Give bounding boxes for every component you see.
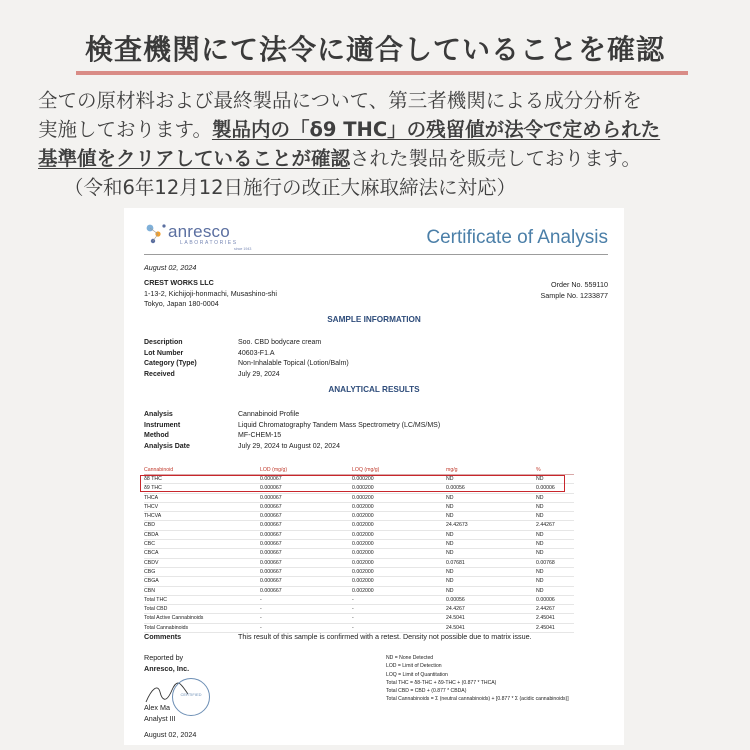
table-cell: 0.002000 <box>352 586 446 595</box>
analytical-key: Method <box>144 432 169 439</box>
table-cell: 0.000667 <box>260 558 352 567</box>
table-cell: ND <box>536 530 574 539</box>
thc-highlight-box <box>140 475 565 492</box>
analytical-value: July 29, 2024 to August 02, 2024 <box>238 442 340 450</box>
order-block <box>540 280 608 301</box>
table-cell: 0.00768 <box>536 558 574 567</box>
analytical-row <box>144 421 440 432</box>
table-row <box>144 586 574 595</box>
table-cell: 0.000200 <box>352 475 446 484</box>
table-cell: 0.00006 <box>536 595 574 604</box>
analyst-name: Alex Ma <box>144 703 170 712</box>
table-cell: 0.000067 <box>260 484 352 493</box>
client-name: CREST WORKS LLC <box>144 278 214 287</box>
table-cell: ND <box>536 540 574 549</box>
logo-brand: anresco <box>168 222 230 241</box>
table-cell: - <box>260 614 352 623</box>
sample-info-value: July 29, 2024 <box>238 370 280 378</box>
table-cell: CBGA <box>144 577 260 586</box>
legend-line: LOQ = Limit of Quantitation <box>386 671 448 678</box>
table-cell: 0.000200 <box>352 484 446 493</box>
analytical-row <box>144 410 440 421</box>
anresco-logo <box>144 220 254 250</box>
footer-date: August 02, 2024 <box>144 730 197 739</box>
table-cell: ND <box>446 577 536 586</box>
table-cell: ND <box>446 530 536 539</box>
sample-info-row <box>144 359 349 370</box>
table-cell: δ8 THC <box>144 475 260 484</box>
table-cell: 0.000667 <box>260 549 352 558</box>
table-cell: 0.000667 <box>260 577 352 586</box>
table-cell: Total Active Cannabinoids <box>144 614 260 623</box>
table-row <box>144 577 574 586</box>
sample-info-value: Non-Inhalable Topical (Lotion/Balm) <box>238 360 349 367</box>
legend-line: LOD = Limit of Detection <box>386 663 442 670</box>
analyst-title: Analyst III <box>144 713 176 723</box>
client-block <box>144 278 277 310</box>
table-header-cell: % <box>536 466 574 475</box>
table-cell: 0.002000 <box>352 577 446 586</box>
table-cell: CBDA <box>144 530 260 539</box>
table-row <box>144 558 574 567</box>
table-cell: THCA <box>144 493 260 502</box>
table-cell: 0.00056 <box>446 484 536 493</box>
table-cell: 2.44267 <box>536 521 574 530</box>
client-address-2: Tokyo, Japan 180-0004 <box>144 299 219 308</box>
comments-label: Comments <box>144 632 182 641</box>
logo-sub: LABORATORIES <box>180 240 238 246</box>
certificate-title: Certificate of Analysis <box>426 227 608 248</box>
table-row <box>144 605 574 614</box>
table-cell: - <box>260 595 352 604</box>
table-cell: 24.5041 <box>446 614 536 623</box>
table-row <box>144 567 574 576</box>
table-header-cell: mg/g <box>446 466 536 475</box>
table-cell: 2.45041 <box>536 614 574 623</box>
sample-info-key: Category (Type) <box>144 360 197 367</box>
table-header-cell: LOD (mg/g) <box>260 466 352 475</box>
table-cell: ND <box>446 493 536 502</box>
intro-line3-post: された製品を販売しております。 <box>350 147 641 170</box>
table-cell: - <box>352 623 446 632</box>
sample-info-heading: SAMPLE INFORMATION <box>327 315 421 324</box>
table-cell: 2.44267 <box>536 605 574 614</box>
intro-line2-highlight: 製品内の「δ9 THC」の残留値が法令で定められた <box>211 118 661 141</box>
analytical-key: Analysis Date <box>144 442 190 450</box>
table-header-cell: LOQ (mg/g) <box>352 466 446 475</box>
table-cell: CBC <box>144 540 260 549</box>
sample-number: Sample No. 1233877 <box>540 290 608 300</box>
sample-info-row <box>144 338 349 349</box>
table-cell: δ9 THC <box>144 484 260 493</box>
analytical-value: Cannabinoid Profile <box>238 411 300 418</box>
table-row <box>144 521 574 530</box>
table-cell: 0.002000 <box>352 558 446 567</box>
table-cell: 0.000667 <box>260 502 352 511</box>
table-cell: ND <box>536 493 574 502</box>
table-cell: Total THC <box>144 595 260 604</box>
table-cell: 0.000200 <box>352 493 446 502</box>
page-title: 検査機関にて法令に適合していることを確認 <box>84 33 665 66</box>
table-cell: ND <box>446 502 536 511</box>
table-cell: 0.002000 <box>352 540 446 549</box>
table-row <box>144 614 574 623</box>
analytical-list <box>144 410 440 452</box>
comments-text: This result of this sample is confirmed with a retest. Density not possible due to matrix issue. <box>238 632 532 641</box>
table-cell: CBD <box>144 521 260 530</box>
table-cell: CBG <box>144 567 260 576</box>
table-cell: ND <box>536 502 574 511</box>
table-cell: 0.002000 <box>352 512 446 521</box>
table-header-cell: Cannabinoid <box>144 466 260 475</box>
table-cell: Total Cannabinoids <box>144 623 260 632</box>
table-cell: ND <box>446 586 536 595</box>
table-cell: - <box>260 623 352 632</box>
table-cell: 0.000667 <box>260 586 352 595</box>
table-cell: ND <box>446 567 536 576</box>
legend-line: ND = None Detected <box>386 655 434 661</box>
table-cell: 2.45041 <box>536 623 574 632</box>
table-cell: 0.000667 <box>260 512 352 521</box>
sample-info-row <box>144 370 349 381</box>
table-cell: ND <box>536 475 574 484</box>
analyst-seal: CERTIFIED <box>172 678 210 716</box>
table-cell: - <box>352 605 446 614</box>
intro-paragraph <box>38 86 728 202</box>
table-cell: ND <box>446 512 536 521</box>
sample-info-key: Description <box>144 339 183 346</box>
table-cell: 0.000067 <box>260 493 352 502</box>
table-cell: ND <box>446 549 536 558</box>
table-cell: - <box>352 614 446 623</box>
reported-company: Anresco, Inc. <box>144 663 190 673</box>
table-cell: ND <box>536 549 574 558</box>
intro-line1: 全ての原材料および最終製品について、第三者機関による成分分析を <box>38 89 642 112</box>
sample-info-value: Soo. CBD bodycare cream <box>238 339 322 346</box>
table-row <box>144 540 574 549</box>
table-cell: THCV <box>144 502 260 511</box>
table-cell: 24.4267 <box>446 605 536 614</box>
analytical-value: Liquid Chromatography Tandem Mass Spectrometry (LC/MS/MS) <box>238 421 441 429</box>
intro-line3-highlight: 基準値をクリアしていることが確認 <box>38 147 351 170</box>
intro-line2-pre: 実施しております。 <box>38 118 212 141</box>
table-cell: 0.002000 <box>352 521 446 530</box>
sample-info-row <box>144 349 349 360</box>
report-date: August 02, 2024 <box>144 263 197 272</box>
table-cell: 0.000067 <box>260 475 352 484</box>
table-cell: 0.000667 <box>260 530 352 539</box>
analytical-value: MF-CHEM-15 <box>238 432 282 439</box>
legend-line: Total CBD = CBD + (0.877 * CBDA) <box>386 688 467 695</box>
table-cell: THCVA <box>144 512 260 521</box>
table-cell: 0.002000 <box>352 530 446 539</box>
sample-info-key: Lot Number <box>144 349 184 357</box>
table-cell: 0.07681 <box>446 558 536 567</box>
table-cell: 0.00056 <box>446 595 536 604</box>
sample-info-key: Received <box>144 370 175 378</box>
table-row <box>144 549 574 558</box>
reported-by-label: Reported by <box>144 653 184 662</box>
table-cell: 24.42673 <box>446 521 536 530</box>
title-underline <box>76 71 688 75</box>
order-number: Order No. 559110 <box>550 280 608 289</box>
table-row <box>144 512 574 521</box>
table-cell: CBDV <box>144 558 260 567</box>
table-cell: - <box>260 605 352 614</box>
table-cell: ND <box>536 586 574 595</box>
sample-info-value: 40603-F1.A <box>238 349 275 357</box>
table-cell: 0.002000 <box>352 549 446 558</box>
legend-line: Total THC = δ8-THC + δ9-THC + (0.877 * THCA) <box>386 679 497 686</box>
analytical-heading: ANALYTICAL RESULTS <box>328 385 420 394</box>
sample-info-list <box>144 338 349 380</box>
certificate-image <box>124 208 624 745</box>
table-cell: Total CBD <box>144 605 260 614</box>
header-divider <box>144 254 608 255</box>
table-cell: 24.5041 <box>446 623 536 632</box>
table-cell: ND <box>536 512 574 521</box>
legend-line: Total Cannabinoids = Σ (neutral cannabinoids) + [0.877 * Σ (acidic cannabinoids)] <box>386 696 569 703</box>
analytical-row <box>144 442 440 453</box>
table-cell: ND <box>536 577 574 586</box>
table-cell: ND <box>446 540 536 549</box>
table-cell: 0.00006 <box>536 484 574 493</box>
table-cell: - <box>352 595 446 604</box>
table-cell: ND <box>446 475 536 484</box>
analytical-row <box>144 431 440 442</box>
table-row <box>144 530 574 539</box>
table-cell: 0.002000 <box>352 502 446 511</box>
intro-note: （令和6年12月12日施行の改正大麻取締法に対応） <box>64 176 517 199</box>
table-cell: CBCA <box>144 549 260 558</box>
table-cell: ND <box>536 567 574 576</box>
comments <box>144 632 532 641</box>
analytical-key: Analysis <box>144 411 173 418</box>
logo-since: since 1943 <box>234 247 252 251</box>
table-row <box>144 493 574 502</box>
table-cell: 0.000667 <box>260 540 352 549</box>
legend-notes <box>386 654 569 704</box>
table-cell: 0.000667 <box>260 521 352 530</box>
table-cell: 0.000667 <box>260 567 352 576</box>
reported-by <box>144 653 189 674</box>
table-cell: CBN <box>144 586 260 595</box>
analyst-block <box>144 703 176 724</box>
client-address-1: 1-13-2, Kichijoji-honmachi, Musashino-shi <box>144 288 278 298</box>
table-cell: 0.002000 <box>352 567 446 576</box>
table-row <box>144 502 574 511</box>
table-row <box>144 595 574 604</box>
analytical-key: Instrument <box>144 421 181 429</box>
